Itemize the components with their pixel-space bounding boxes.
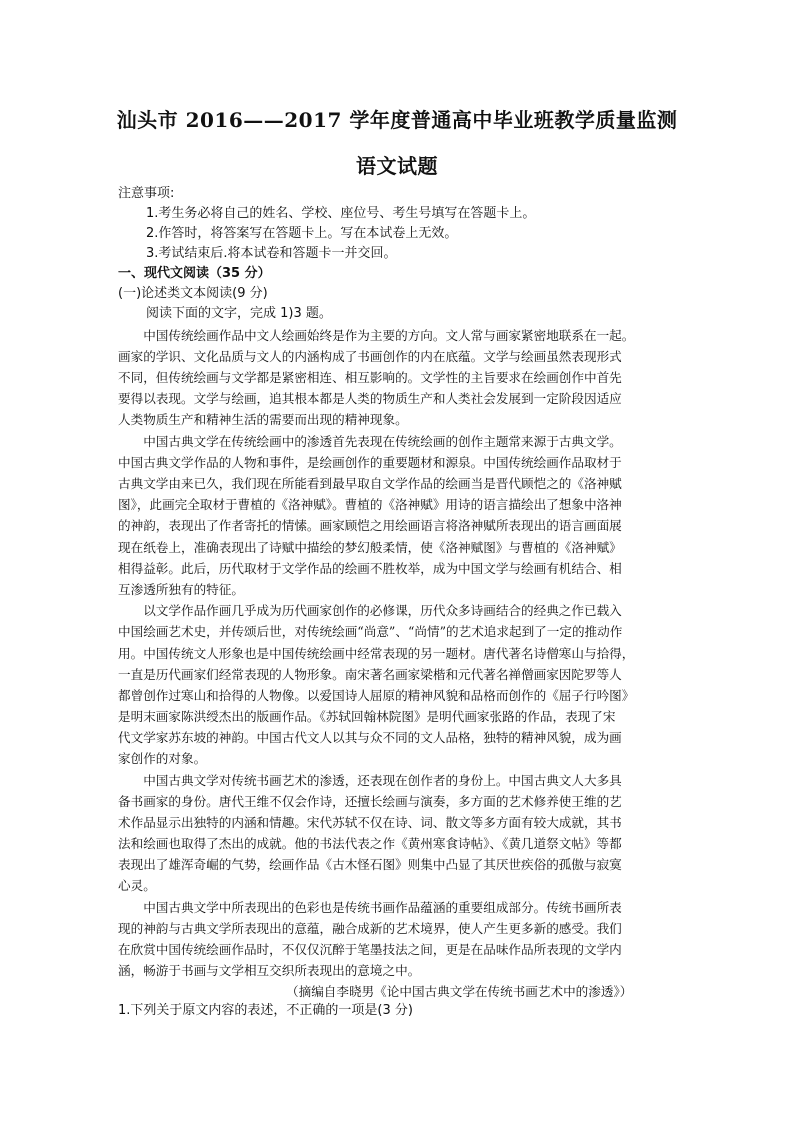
notice-item: 3.考试结束后.将本试卷和答题卡一并交回。 xyxy=(146,246,397,261)
passage-line: 心灵。 xyxy=(118,878,156,893)
section-heading: 一、现代文阅读（35 分） xyxy=(118,266,271,281)
passage-line: 现在纸卷上，准确表现出了诗赋中描绘的梦幻般柔情，使《洛神赋图》与曹植的《洛神赋》 xyxy=(118,540,622,555)
passage-line: 中国古典文学作品的人物和事件，是绘画创作的重要题材和源泉。中国传统绘画作品取材于 xyxy=(118,455,622,470)
passage-line: 以文学作品作画几乎成为历代画家创作的必修课，历代众多诗画结合的经典之作已载入 xyxy=(118,603,622,618)
passage-line: 表现出了雄浑奇崛的气势，绘画作品《古木怪石图》则集中凸显了其厌世疾俗的孤傲与寂寞 xyxy=(118,857,622,872)
passage-line: 术作品显示出独特的内涵和情趣。宋代苏轼不仅在诗、词、散文等多方面有较大成就，其书 xyxy=(118,815,622,830)
notice-heading: 注意事项: xyxy=(118,186,175,201)
passage-line: 法和绘画也取得了杰出的成就。他的书法代表之作《黄州寒食诗帖》、《黄几道祭文帖》等都 xyxy=(118,836,622,851)
passage-line: 备书画家的身份。唐代王维不仅会作诗，还擅长绘画与演奏，多方面的艺术修养使王维的艺 xyxy=(118,794,622,809)
passage-line: 在欣赏中国传统绘画作品时，不仅仅沉醉于笔墨技法之间，更是在品味作品所表现的文学内 xyxy=(118,942,622,957)
passage-line: 人类物质生产和精神生活的需要而出现的精神现象。 xyxy=(118,412,408,427)
passage-line: 现的神韵与古典文学所表现出的意蕴，融合成新的艺术境界，使人产生更多新的感受。我们 xyxy=(118,921,622,936)
passage-line: 中国古典文学对传统书画艺术的渗透，还表现在创作者的身份上。中国古典文人大多具 xyxy=(118,773,622,788)
passage-line: 要得以表现。文学与绘画，追其根本都是人类的物质生产和人类社会发展到一定阶段因适应 xyxy=(118,391,622,406)
passage-line: 相得益彰。此后，历代取材于文学作品的绘画不胜枚举，成为中国文学与绘画有机结合、相 xyxy=(118,561,622,576)
question-1: 1.下列关于原文内容的表述，不正确的一项是(3 分) xyxy=(118,1003,413,1018)
notice-item: 1.考生务必将自己的姓名、学校、座位号、考生号填写在答题卡上。 xyxy=(146,206,536,221)
passage-line: 中国古典文学在传统绘画中的渗透首先表现在传统绘画的创作主题常来源于古典文学。 xyxy=(118,434,622,449)
passage-line: 互渗透所独有的特征。 xyxy=(118,582,244,597)
passage-line: 中国传统绘画作品中文人绘画始终是作为主要的方向。文人常与画家紧密地联系在一起。 xyxy=(118,328,635,343)
reading-instruction: 阅读下面的文字，完成 1)3 题。 xyxy=(146,306,332,321)
passage-line: 中国古典文学中所表现出的色彩也是传统书画作品蕴涵的重要组成部分。传统书画所表 xyxy=(118,900,622,915)
notice-item: 2.作答时，将答案写在答题卡上。写在本试卷上无效。 xyxy=(146,226,458,241)
passage-line: 都曾创作过寒山和拾得的人物像。以爱国诗人屈原的精神风貌和品格而创作的《屈子行吟图》 xyxy=(118,688,635,703)
passage-line: 一直是历代画家们经常表现的人物形象。南宋著名画家梁楷和元代著名禅僧画家因陀罗等人 xyxy=(118,667,622,682)
passage-line: 涵，畅游于书画与文学相互交织所表现出的意境之中。 xyxy=(118,963,421,978)
passage-line: 中国绘画艺术史，并传颂后世，对传统绘画“尚意”、“尚情”的艺术追求起到了一定的推动作 xyxy=(118,624,623,639)
passage-line: 的神韵，表现出了作者寄托的情愫。画家顾恺之用绘画语言将洛神赋所表现出的语言画面展 xyxy=(118,518,622,533)
passage-line: 家创作的对象。 xyxy=(118,751,207,766)
passage-line: 图》，此画完全取材于曹植的《洛神赋》。曹植的《洛神赋》用诗的语言描绘出了想象中洛神 xyxy=(118,497,622,512)
passage-line: 代文学家苏东坡的神韵。中国古代文人以其与众不同的文人品格，独特的精神风貌，成为画 xyxy=(118,730,622,745)
passage-citation: （摘编自李晓男《论中国古典文学在传统书画艺术中的渗透》） xyxy=(286,984,633,999)
passage-line: 古典文学由来已久，我们现在所能看到最早取自文学作品的绘画当是晋代顾恺之的《洛神赋 xyxy=(118,476,622,491)
exam-title: 汕头市 2016——2017 学年度普通高中毕业班教学质量监测 xyxy=(116,108,678,132)
passage-line: 不同，但传统绘画与文学都是紧密相连、相互影响的。文学性的主旨要求在绘画创作中首先 xyxy=(118,370,622,385)
part-heading: (一)论述类文本阅读(9 分) xyxy=(118,286,268,301)
exam-subtitle: 语文试题 xyxy=(356,154,438,178)
passage-line: 用。中国传统文人形象也是中国传统绘画中经常表现的另一题材。唐代著名诗僧寒山与拾得， xyxy=(118,646,635,661)
passage-line: 画家的学识、文化品质与文人的内涵构成了书画创作的内在底蕴。文学与绘画虽然表现形式 xyxy=(118,349,622,364)
passage-line: 是明末画家陈洪绶杰出的版画作品。《苏轼回翰林院图》是明代画家张路的作品，表现了宋 xyxy=(118,709,616,724)
